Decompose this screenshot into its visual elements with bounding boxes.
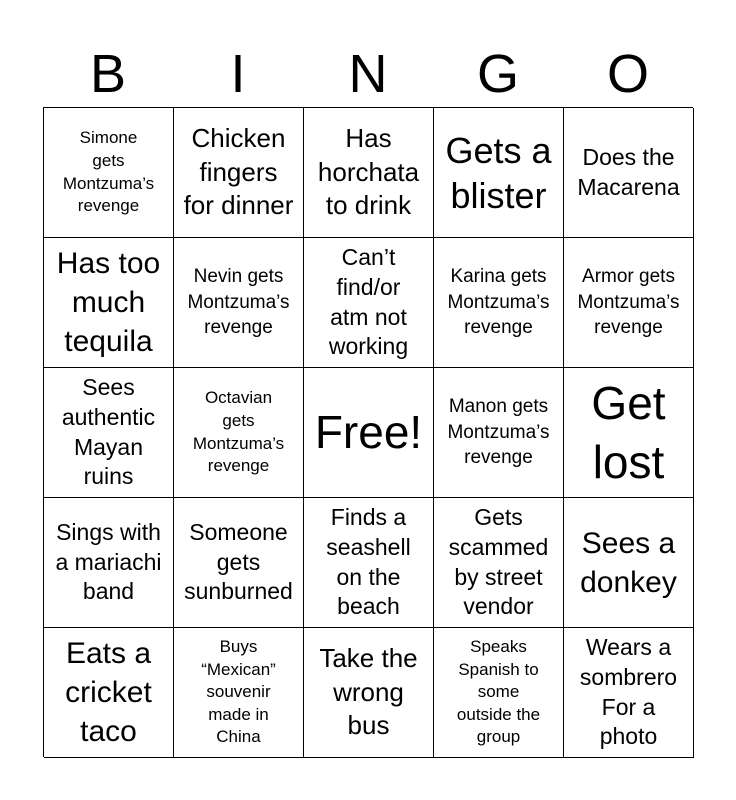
bingo-cell-g1[interactable] bbox=[434, 108, 564, 238]
bingo-cell-n5[interactable] bbox=[304, 628, 434, 758]
cell-text: Has horchata to drink bbox=[317, 122, 420, 221]
header-letter-o: O bbox=[606, 44, 649, 104]
bingo-cell-n2[interactable] bbox=[304, 238, 434, 368]
cell-text: Take the wrong bus bbox=[319, 642, 418, 741]
cell-text: Gets scammed by street vendor bbox=[448, 503, 549, 620]
bingo-cell-g2[interactable] bbox=[434, 238, 564, 368]
bingo-header bbox=[43, 40, 693, 108]
cell-text: Sees a donkey bbox=[580, 526, 677, 599]
cell-text: Can’t find/or atm not working bbox=[328, 243, 409, 360]
bingo-cell-b2[interactable] bbox=[44, 238, 174, 368]
cell-text: Octavian gets Montzuma’s revenge bbox=[192, 388, 285, 476]
cell-text: Simone gets Montzuma’s revenge bbox=[62, 128, 155, 216]
bingo-cell-g3[interactable] bbox=[434, 368, 564, 498]
bingo-cell-i2[interactable] bbox=[174, 238, 304, 368]
bingo-cell-o4[interactable] bbox=[564, 498, 694, 628]
header-letter-n: N bbox=[348, 44, 388, 104]
cell-text: Has too much tequila bbox=[56, 247, 161, 358]
bingo-cell-n4[interactable] bbox=[304, 498, 434, 628]
bingo-cell-b3[interactable] bbox=[44, 368, 174, 498]
bingo-cell-n1[interactable] bbox=[304, 108, 434, 238]
bingo-cell-o2[interactable] bbox=[564, 238, 694, 368]
header-letter-g: G bbox=[476, 44, 519, 104]
cell-text: Get lost bbox=[591, 376, 666, 488]
cell-text: Gets a blister bbox=[445, 129, 552, 216]
bingo-cell-i3[interactable] bbox=[174, 368, 304, 498]
cell-text: Finds a seashell on the beach bbox=[326, 503, 411, 620]
bingo-cell-free[interactable] bbox=[304, 368, 434, 498]
cell-text: Speaks Spanish to some outside the group bbox=[456, 636, 541, 747]
cell-text: Karina gets Montzuma’s revenge bbox=[447, 266, 550, 339]
bingo-grid bbox=[43, 107, 693, 757]
bingo-cell-i4[interactable] bbox=[174, 498, 304, 628]
cell-text: Armor gets Montzuma’s revenge bbox=[577, 266, 680, 339]
cell-text: Does the Macarena bbox=[577, 143, 680, 200]
bingo-cell-o3[interactable] bbox=[564, 368, 694, 498]
bingo-cell-b5[interactable] bbox=[44, 628, 174, 758]
cell-text: Eats a cricket taco bbox=[65, 637, 152, 748]
cell-text: Manon gets Montzuma’s revenge bbox=[447, 396, 550, 469]
bingo-cell-o5[interactable] bbox=[564, 628, 694, 758]
cell-text: Sings with a mariachi band bbox=[55, 518, 162, 605]
cell-text: Sees authentic Mayan ruins bbox=[61, 373, 156, 490]
cell-text: Someone gets sunburned bbox=[184, 518, 293, 605]
cell-text: Buys “Mexican” souvenir made in China bbox=[201, 636, 276, 747]
bingo-cell-i5[interactable] bbox=[174, 628, 304, 758]
bingo-cell-b4[interactable] bbox=[44, 498, 174, 628]
cell-text: Chicken fingers for dinner bbox=[183, 122, 294, 221]
bingo-cell-g4[interactable] bbox=[434, 498, 564, 628]
header-letter-i: I bbox=[230, 44, 246, 104]
free-space-text: Free! bbox=[314, 406, 423, 459]
bingo-cell-b1[interactable] bbox=[44, 108, 174, 238]
header-letter-b: B bbox=[89, 44, 127, 104]
cell-text: Nevin gets Montzuma’s revenge bbox=[187, 266, 290, 339]
bingo-cell-g5[interactable] bbox=[434, 628, 564, 758]
cell-text: Wears a sombrero For a photo bbox=[579, 633, 678, 750]
bingo-cell-o1[interactable] bbox=[564, 108, 694, 238]
bingo-cell-i1[interactable] bbox=[174, 108, 304, 238]
